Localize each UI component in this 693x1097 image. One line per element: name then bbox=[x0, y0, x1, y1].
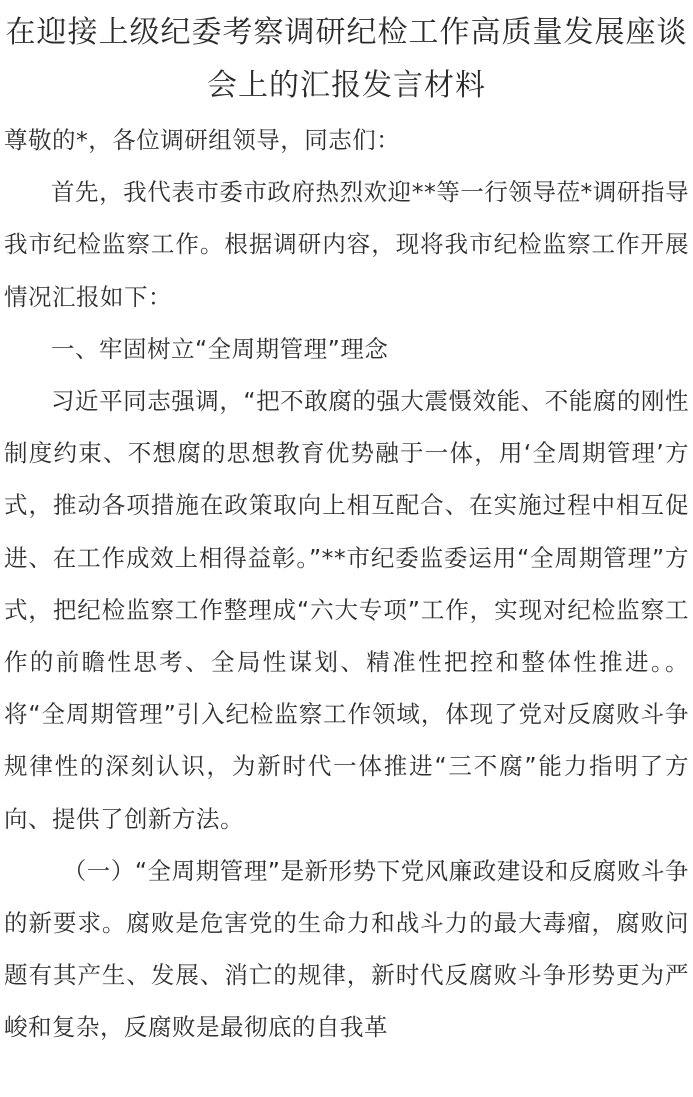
intro-paragraph: 首先，我代表市委市政府热烈欢迎**等一行领导莅*调研指导我市纪检监察工作。根据调研内容，现将我市纪检监察工作开展情况汇报如下： bbox=[4, 178, 689, 311]
salutation: 尊敬的*，各位调研组领导，同志们： bbox=[4, 126, 401, 154]
document-title: 在迎接上级纪委考察调研纪检工作高质量发展座谈会上的汇报发言材料 bbox=[5, 15, 688, 103]
body-paragraph: 习近平同志强调，“把不敢腐的强大震慑效能、不能腐的刚性制度约束、不想腐的思想教育优势融于一体，用‘全周期管理’方式，推动各项措施在政策取向上相互配合、在实施过程中相互促进、在工作成效上相得益彰。”**市纪委监委运用“全周期管理”方式，把纪检监察工作整理成“六大专项”工作，实现对纪检监察工作的前瞻性思考、全局性谋划、精准性把控和整体性推进。。将“全周期管理”引入纪检监察工作领域，体现了党对反腐败斗争规律性的深刻认识，为新时代一体推进“三不腐”能力指明了方向、提供了创新方法。 bbox=[4, 387, 689, 833]
section-heading: 一、牢固树立“全周期管理”理念 bbox=[51, 334, 389, 363]
subsection-paragraph: （一）“全周期管理”是新形势下党风廉政建设和反腐败斗争的新要求。腐败是危害党的生命力和战斗力的最大毒瘤，腐败问题有其产生、发展、消亡的规律，新时代反腐败斗争形势更为严峻和复杂，反腐败是最彻底的自我革 bbox=[4, 856, 689, 1042]
document-body bbox=[4, 114, 689, 1054]
